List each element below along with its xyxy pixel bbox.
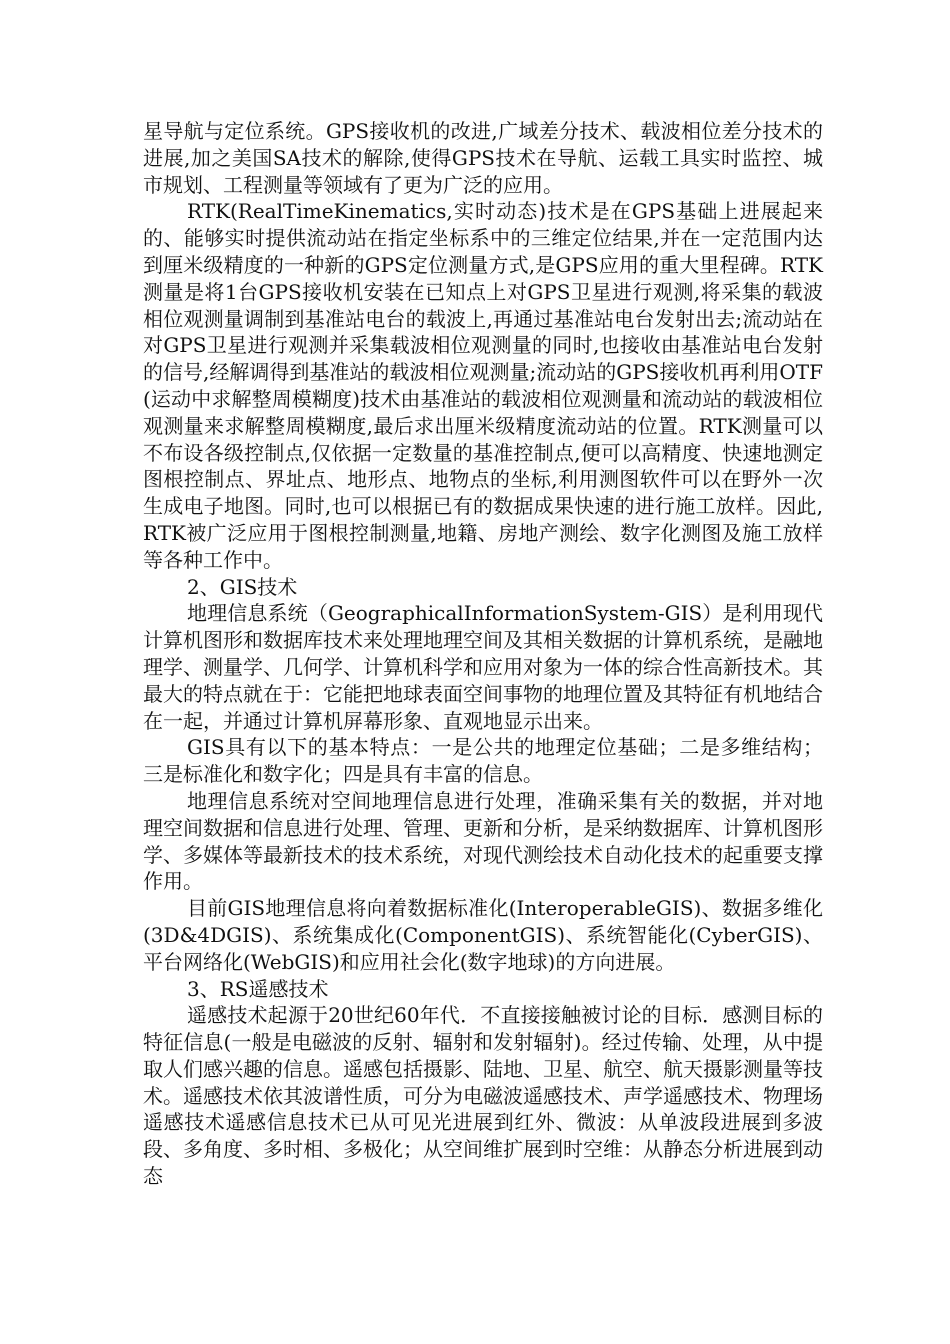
paragraph-rtk: RTK(RealTimeKinematics,实时动态)技术是在GPS基础上进展起来的、能够实时提供流动站在指定坐标系中的三维定位结果,并在一定范围内达到厘米级精度的一种新的GPS定位测量方式,是GPS应用的重大里程碑。RTK测量是将1台GPS接收机安装在已知点上对GPS卫星进行观测,将采集的载波相位观测量调制到基准站电台的载波上,再通过基准站电台发射出去;流动站在对GPS卫星进行观测并采集载波相位观测量的同时,也接收由基准站电台发射的信号,经解调得到基准站的载波相位观测量;流动站的GPS接收机再利用OTF(运动中求解整周模糊度)技术由基准站的载波相位观测量和流动站的载波相位观测量来求解整周模糊度,最后求出厘米级精度流动站的位置。RTK测量可以不布设各级控制点,仅依据一定数量的基准控制点,便可以高精度、快速地测定图根控制点、界址点、地形点、地物点的坐标,利用测图软件可以在野外一次生成电子地图。同时,也可以根据已有的数据成果快速的进行施工放样。因此,RTK被广泛应用于图根控制测量,地籍、房地产测绘、数字化测图及施工放样等各种工作中。 (143, 199, 823, 572)
paragraph-rs: 遥感技术起源于20世纪60年代．不直接接触被讨论的目标．感测目标的特征信息(一般是电磁波的反射、辐射和发射辐射)。经过传输、处理，从中提取人们感兴趣的信息。遥感包括摄影、陆地、卫星、航空、航天摄影测量等技术。遥感技术依其波谱性质，可分为电磁波遥感技术、声学遥感技术、物理场遥感技术遥感信息技术已从可见光进展到红外、微波：从单波段进展到多波段、多角度、多时相、多极化；从空间维扩展到时空维：从静态分析进展到动态 (143, 1003, 823, 1189)
paragraph-gis-definition: 地理信息系统（GeographicalInformationSystem-GIS）是利用现代计算机图形和数据库技术来处理地理空间及其相关数据的计算机系统，是融地理学、测量学、几何学、计算机科学和应用对象为一体的综合性高新技术。其最大的特点就在于：它能把地球表面空间事物的地理位置及其特征有机地结合在一起，并通过计算机屏幕形象、直观地显示出来。 (143, 601, 823, 733)
paragraph-gis-trends: 目前GIS地理信息将向着数据标准化(InteroperableGIS)、数据多维化(3D&4DGIS)、系统集成化(ComponentGIS)、系统智能化(CyberGIS)、平台网络化(WebGIS)和应用社会化(数字地球)的方向进展。 (143, 896, 823, 974)
section-heading-rs: 3、RS遥感技术 (187, 976, 329, 1001)
paragraph-gps-continued: 星导航与定位系统。GPS接收机的改进,广域差分技术、载波相位差分技术的进展,加之美国SA技术的解除,使得GPS技术在导航、运载工具实时监控、城市规划、工程测量等领域有了更为广泛的应用。 (143, 119, 823, 197)
paragraph-gis-features: GIS具有以下的基本特点：一是公共的地理定位基础；二是多维结构；三是标准化和数字化；四是具有丰富的信息。 (143, 735, 823, 787)
document-page (143, 118, 823, 1190)
paragraph-gis-processing: 地理信息系统对空间地理信息进行处理，准确采集有关的数据，并对地理空间数据和信息进行处理、管理、更新和分析，是采纳数据库、计算机图形学、多媒体等最新技术的技术系统，对现代测绘技术自动化技术的起重要支撑作用。 (143, 788, 823, 894)
section-heading-gis: 2、GIS技术 (187, 574, 298, 599)
